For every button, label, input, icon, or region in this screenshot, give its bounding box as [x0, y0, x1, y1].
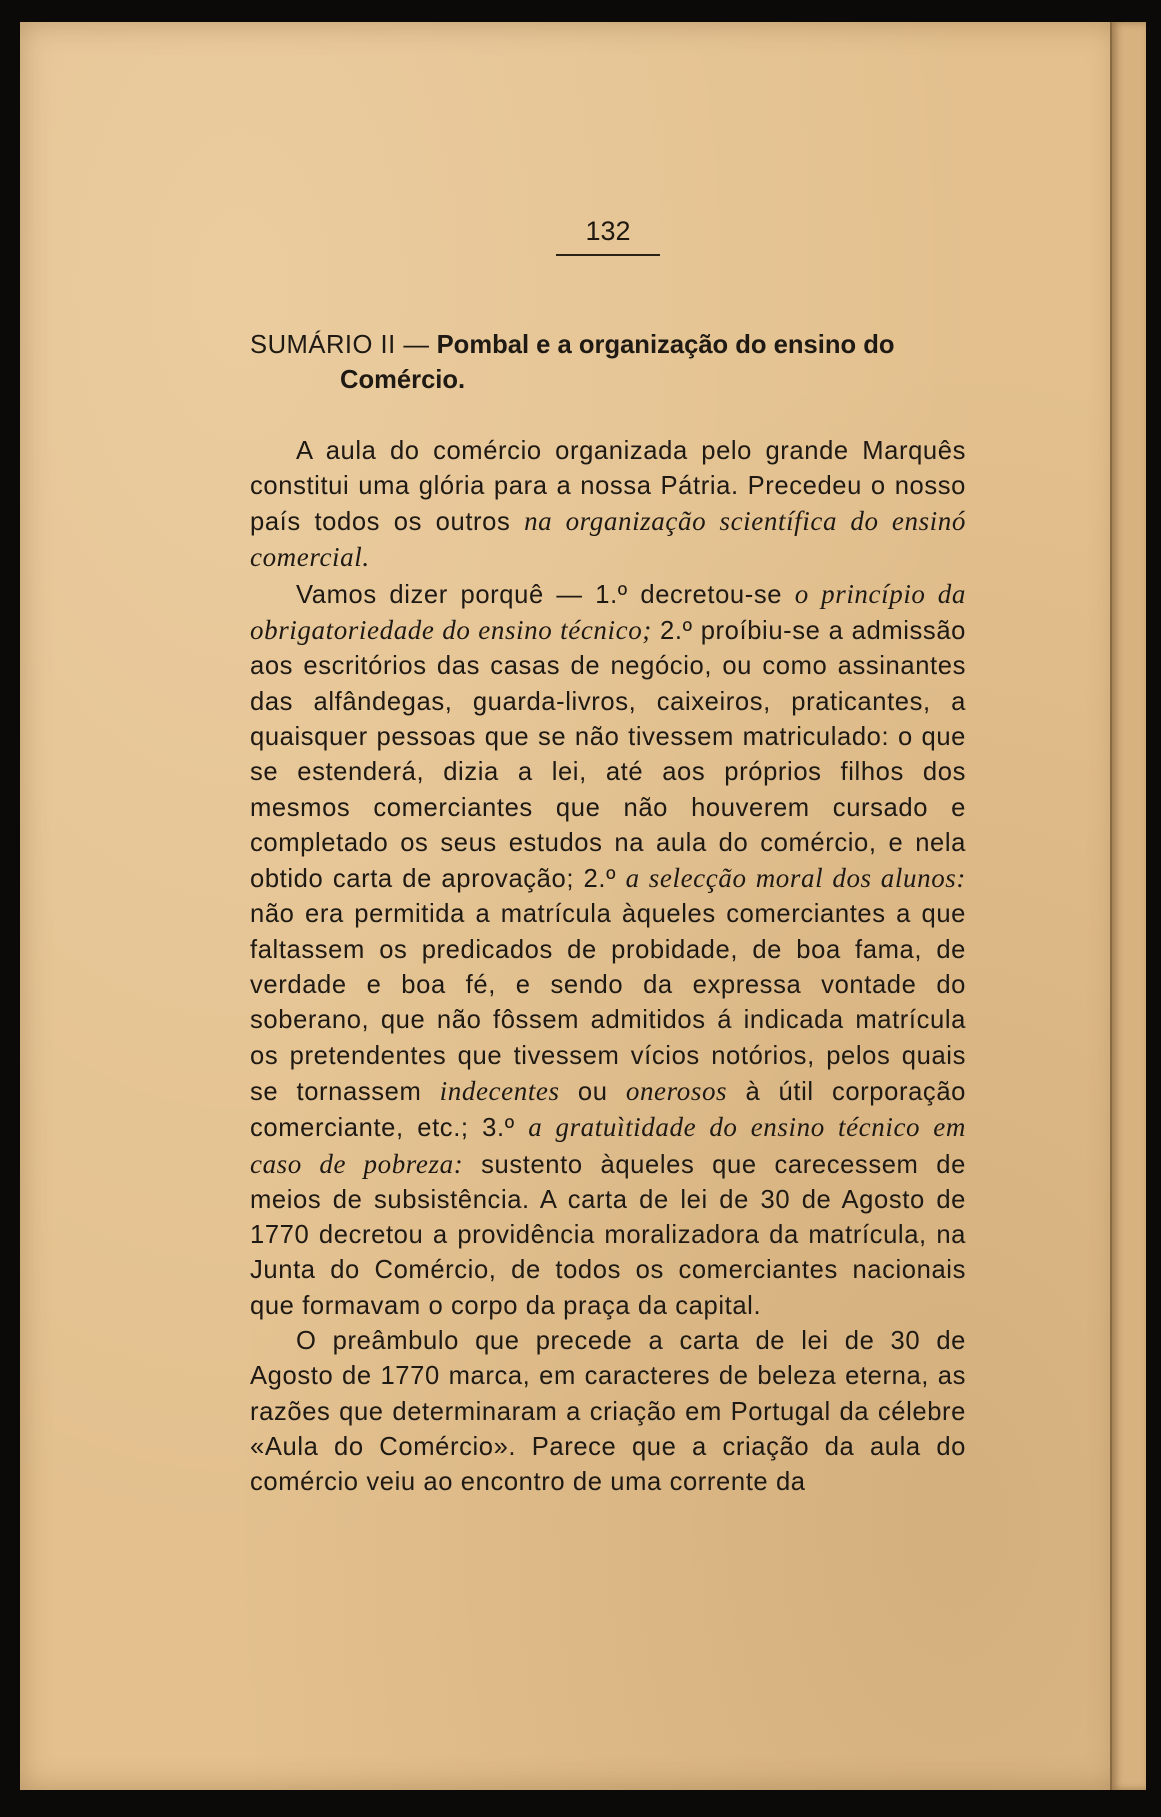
summary-title: Pombal e a organização do ensino do	[436, 331, 895, 359]
text-segment: não era permitida a matrícula àqueles comerciantes a que faltassem os predicados de probidade, de boa fama, de verdade e boa fé, e sendo da expressa vontade do soberano, que não fôssem admitidos á indicada matrícula os pretendentes que tivessem vícios notórios, pelos quais se tornassem	[250, 900, 966, 1106]
paragraph-2	[250, 577, 966, 1324]
summary-title-continued: Comércio.	[340, 366, 466, 395]
summary-heading	[250, 328, 966, 399]
italic-segment: a selecção moral dos alunos:	[625, 863, 967, 894]
text-segment: Vamos dizer porquê — 1.º decretou-se	[296, 580, 795, 609]
paragraph-3	[250, 1324, 966, 1500]
text-segment: O preâmbulo que precede a carta de lei de 30 de Agosto de 1770 marca, em caracteres de beleza eterna, as razões que determinaram a criação em Portugal da célebre «Aula do Comércio». Parece que a criação da aula do comércio veiu ao encontro de uma corrente da	[250, 1327, 966, 1497]
italic-segment: onerosos	[625, 1075, 728, 1106]
text-segment: sustento àqueles que carecessem de meios de subsistência. A carta de lei de 30 de Agosto de 1770 decretou a providência moralizadora da matrícula, na Junta do Comércio, de todos os comerciantes nacionais que formavam o corpo da praça da capital.	[250, 1150, 966, 1320]
paragraph-1	[250, 434, 966, 577]
page-number: 132	[585, 216, 631, 246]
text-segment: ou	[559, 1077, 626, 1106]
summary-label: SUMÁRIO II —	[250, 331, 430, 359]
italic-segment: a gratuìtidade do ensino técnico em caso de pobreza:	[250, 1112, 966, 1179]
body-text	[250, 328, 966, 1501]
text-segment: 2.º proíbiu-se a admissão aos escritórios das casas de negócio, ou como assinantes das alfândegas, guarda-livros, caixeiros, praticantes, a quaisquer pessoas que se não tivessem matriculado: o que se estenderá, dizia a lei, até aos próprios filhos dos mesmos comerciantes que não houverem cursado e completado os seus estudos na aula do comércio, e nela obtido carta de aprovação; 2.º	[250, 617, 966, 894]
adjacent-page-edge	[1110, 22, 1146, 1790]
italic-segment: indecentes	[439, 1075, 560, 1106]
text-segment: à útil corporação comerciante, etc.; 3.º	[250, 1077, 966, 1143]
italic-segment: o princípio da obrigatoriedade do ensino técnico;	[250, 578, 966, 646]
text-segment: A aula do comércio organizada pelo grande Marquês constitui uma glória para a nossa Pátria. Precedeu o nosso país todos os outros	[250, 436, 966, 537]
page-number-underline	[556, 254, 660, 256]
italic-segment: na organização scientífica do ensinó comercial.	[250, 506, 966, 573]
